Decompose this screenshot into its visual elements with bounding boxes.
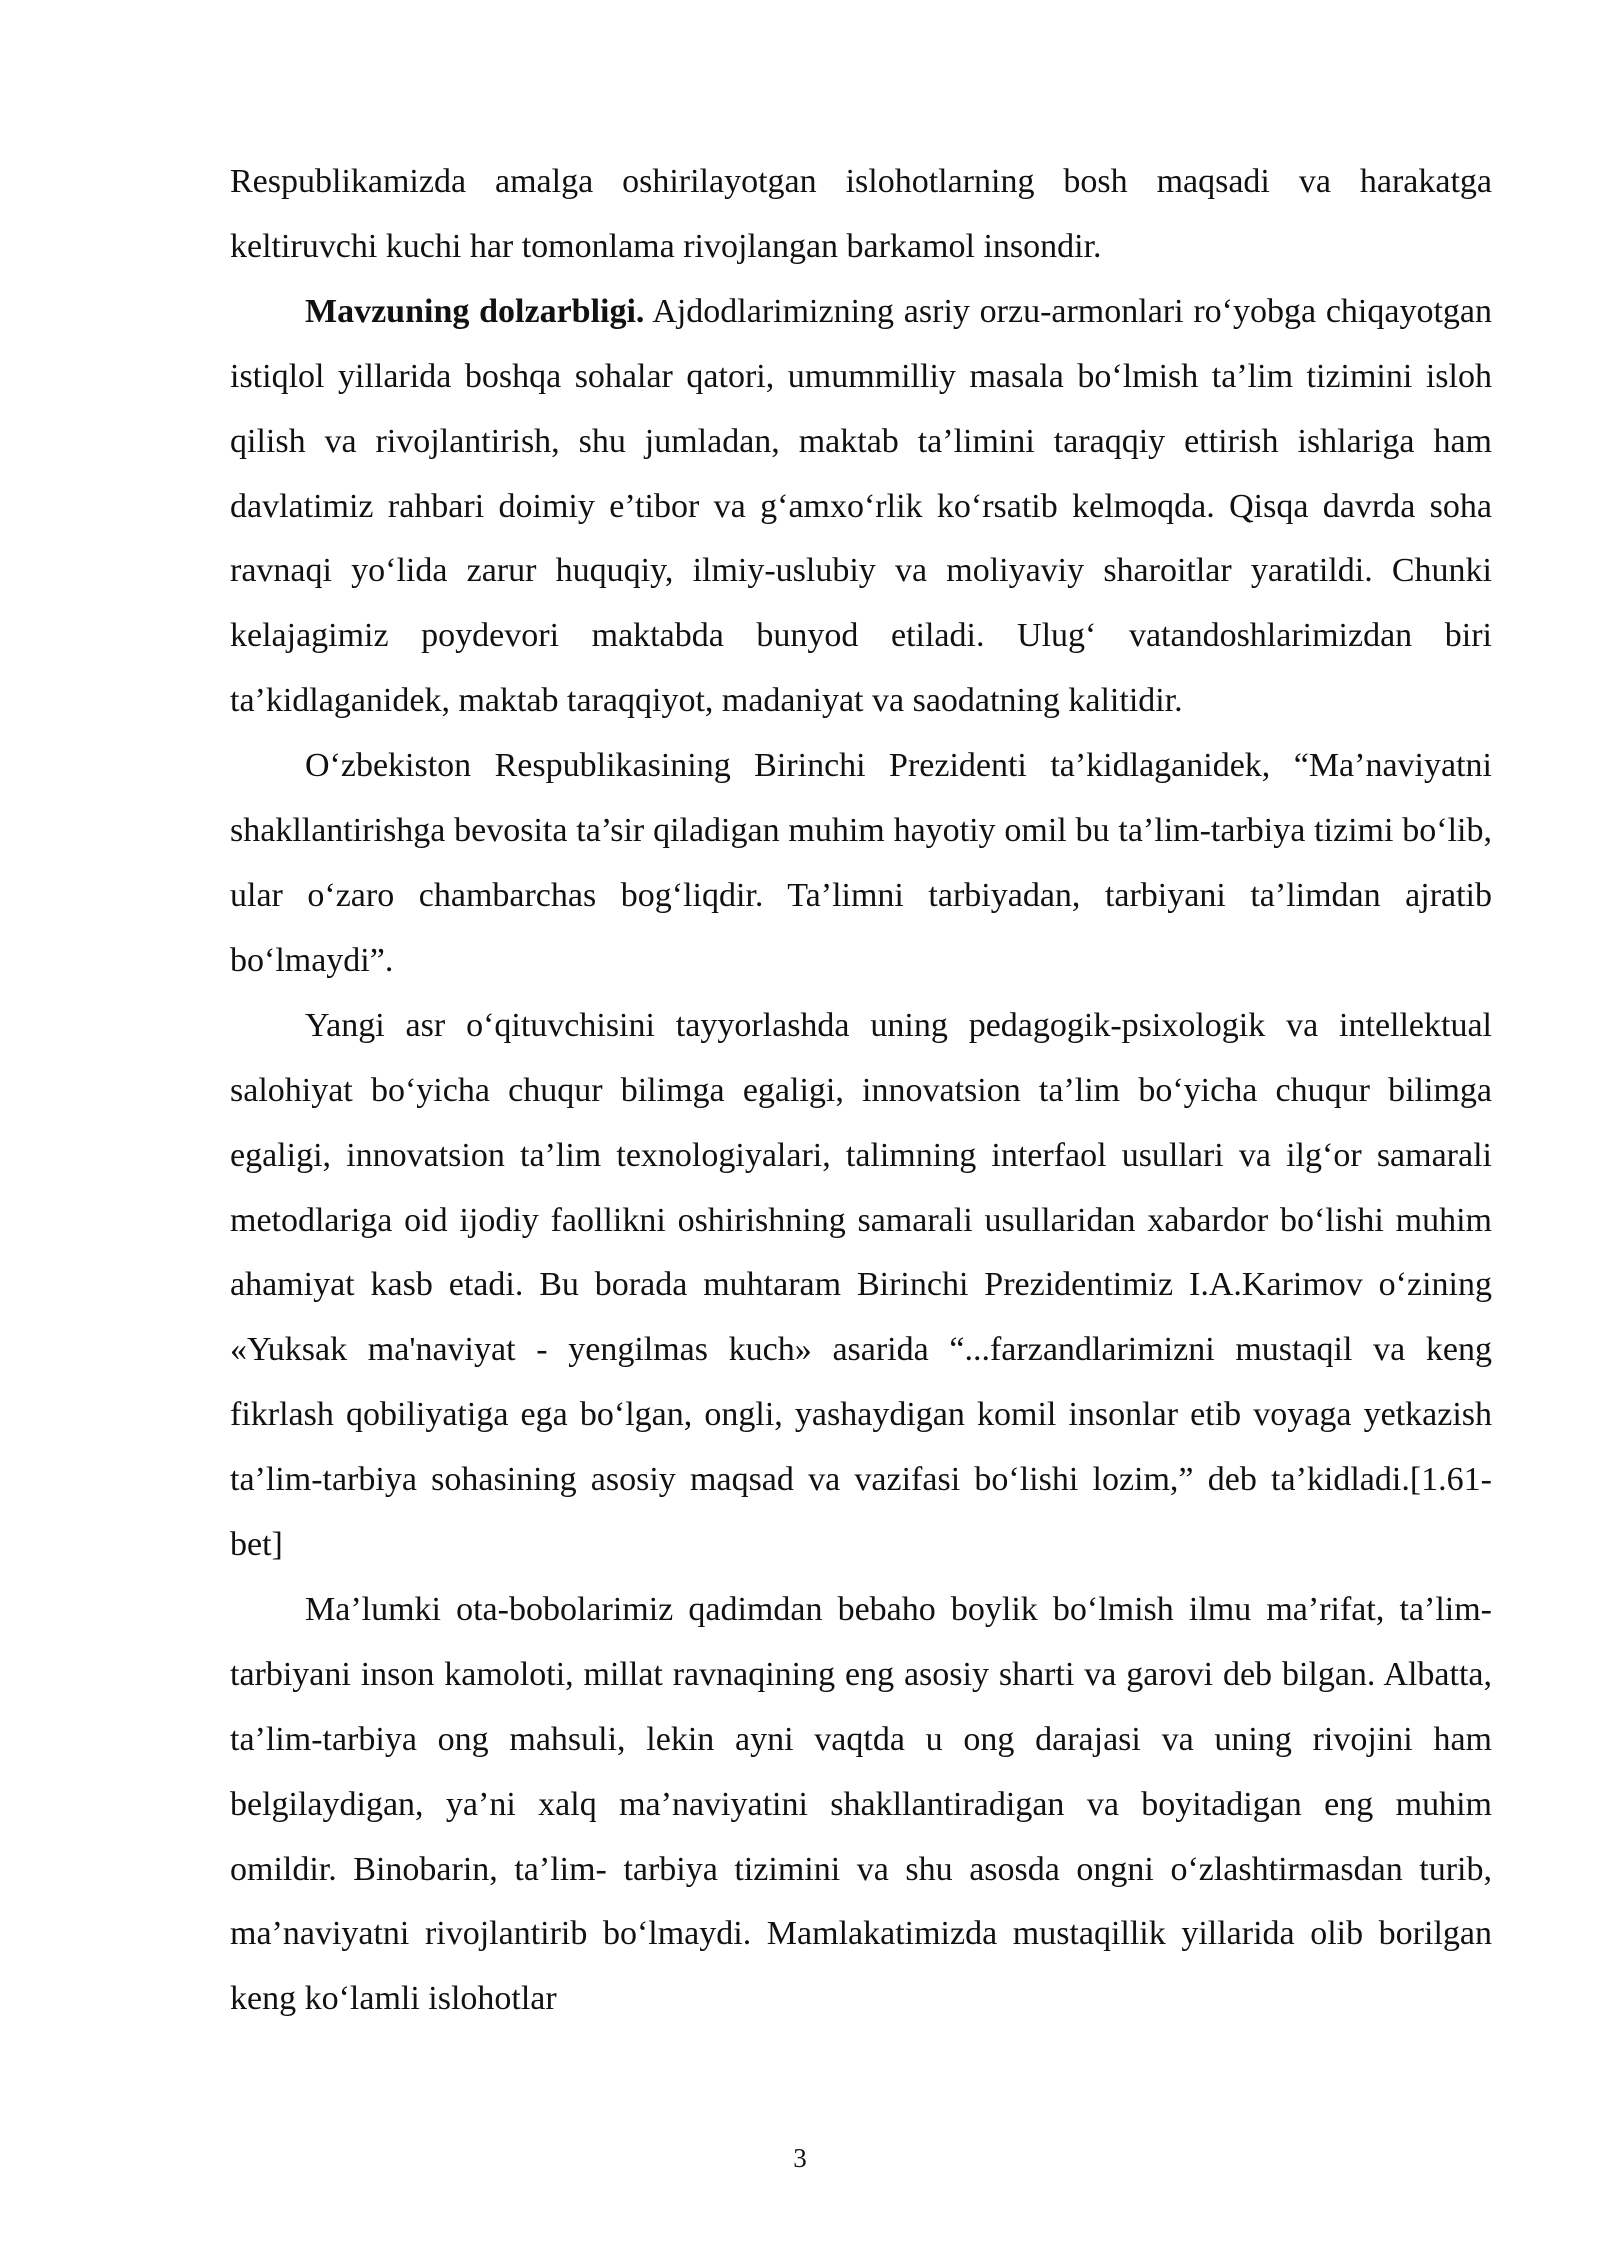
paragraph-ancestors	[230, 1578, 1492, 2032]
page-number: 3	[793, 2143, 807, 2173]
paragraph-teacher-training	[230, 994, 1492, 1578]
paragraph-text: Yangi asr o‘qituvchisini tayyorlashda uning pedagogik-psixologik va intellektual salohiyat bo‘yicha chuqur bilimga egaligi, innovatsion ta’lim bo‘yicha chuqur bilimga egaligi, innovatsion ta’lim texnologiyalari, talimning interfaol usullari va ilg‘or samarali metodlariga oid ijodiy faollikni oshirishning samarali usullaridan xabardor bo‘lishi muhim ahamiyat kasb etadi. Bu borada muhtaram Birinchi Prezidentimiz I.A.Karimov o‘zining «Yuksak ma'naviyat - yengilmas kuch» asarida “...farzandlarimizni mustaqil va keng fikrlash qobiliyatiga ega bo‘lgan, ongli, yashaydigan komil insonlar etib voyaga yetkazish ta’lim-tarbiya sohasining asosiy maqsad va vazifasi bo‘lishi lozim,” deb ta’kidladi.[1.61-bet]	[230, 1006, 1492, 1564]
paragraph-intro	[230, 150, 1492, 280]
paragraph-relevance	[230, 280, 1492, 734]
paragraph-text: O‘zbekiston Respublikasining Birinchi Prezidenti ta’kidlaganidek, “Ma’naviyatni shakllantirishga bevosita ta’sir qiladigan muhim hayotiy omil bu ta’lim-tarbiya tizimi bo‘lib, ular o‘zaro chambarchas bog‘liqdir. Ta’limni tarbiyadan, tarbiyani ta’limdan ajratib bo‘lmaydi”.	[230, 747, 1492, 979]
section-lead-heading: Mavzuning dolzarbligi.	[305, 292, 645, 330]
paragraph-text: Ajdodlarimizning asriy orzu-armonlari ro‘yobga chiqayotgan istiqlol yillarida boshqa sohalar qatori, umummilliy masala bo‘lmish ta’lim tizimini isloh qilish va rivojlantirish, shu jumladan, maktab ta’limini taraqqiy ettirish ishlariga ham davlatimiz rahbari doimiy e’tibor va g‘amxo‘rlik ko‘rsatib kelmoqda. Qisqa davrda soha ravnaqi yo‘lida zarur huquqiy, ilmiy-uslubiy va moliyaviy sharoitlar yaratildi. Chunki kelajagimiz poydevori maktabda bunyod etiladi. Ulug‘ vatandoshlarimizdan biri ta’kidlaganidek, maktab taraqqiyot, madaniyat va saodatning kalitidir.	[230, 292, 1492, 720]
document-body	[230, 150, 1492, 2032]
paragraph-president-quote	[230, 734, 1492, 994]
paragraph-text: Respublikamizda amalga oshirilayotgan islohotlarning bosh maqsadi va harakatga keltiruvchi kuchi har tomonlama rivojlangan barkamol insondir.	[230, 163, 1492, 265]
paragraph-text: Ma’lumki ota-bobolarimiz qadimdan bebaho boylik bo‘lmish ilmu ma’rifat, ta’lim-tarbiyani inson kamoloti, millat ravnaqining eng asosiy sharti va garovi deb bilgan. Albatta, ta’lim-tarbiya ong mahsuli, lekin ayni vaqtda u ong darajasi va uning rivojini ham belgilaydigan, ya’ni xalq ma’naviyatini shakllantiradigan va boyitadigan eng muhim omildir. Binobarin, ta’lim- tarbiya tizimini va shu asosda ongni o‘zlashtirmasdan turib, ma’naviyatni rivojlantirib bo‘lmaydi. Mamlakatimizda mustaqillik yillarida olib borilgan keng ko‘lamli islohotlar	[230, 1590, 1492, 2018]
